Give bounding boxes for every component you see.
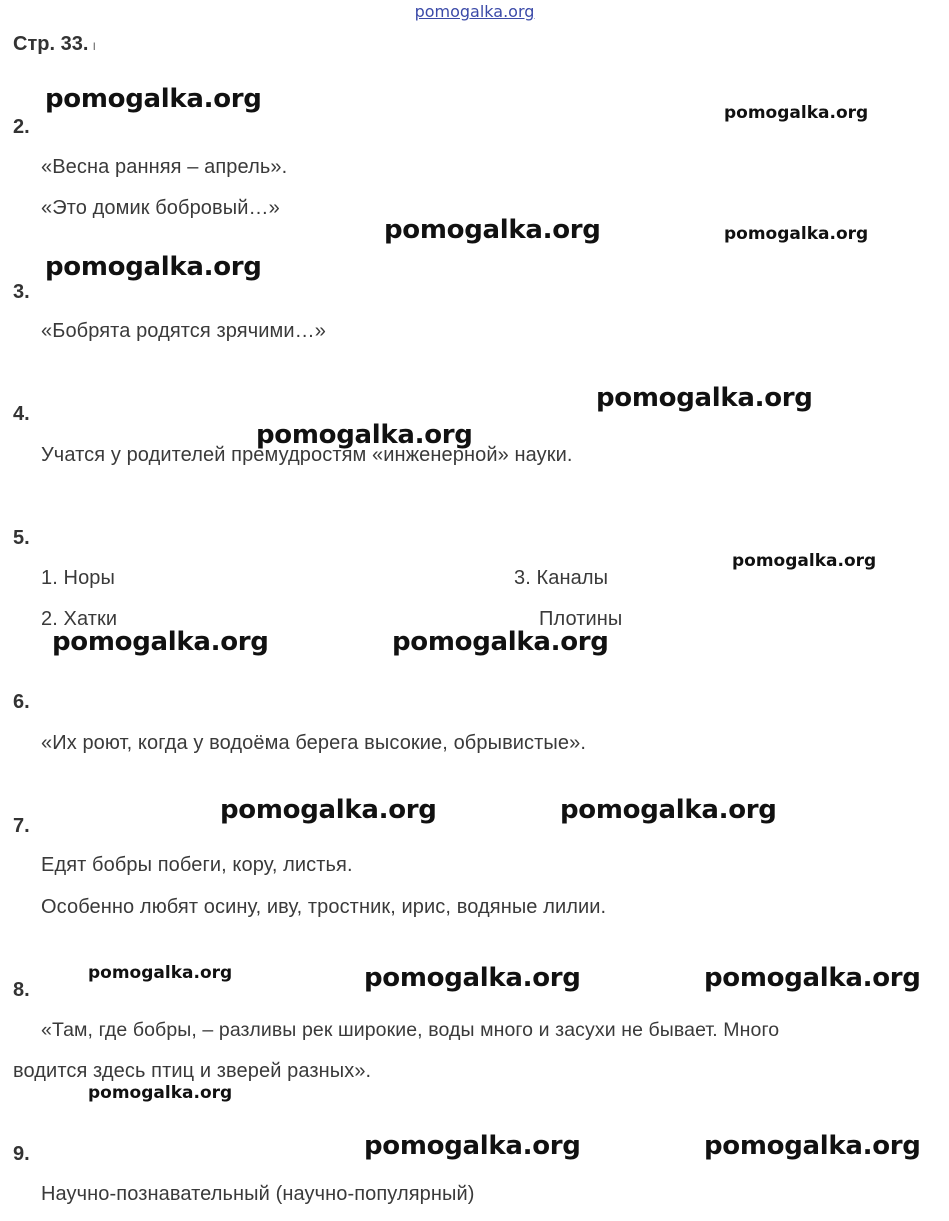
task-number: 7.: [13, 815, 30, 837]
answer-line: «Бобрята родятся зрячими…»: [41, 320, 326, 342]
list-item: Плотины: [539, 608, 623, 630]
task-number: 2.: [13, 116, 30, 138]
answer-line: «Это домик бобровый…»: [41, 197, 280, 219]
answer-line: водится здесь птиц и зверей разных».: [13, 1060, 372, 1082]
task-number: 9.: [13, 1143, 30, 1165]
watermark: pomogalka.org: [724, 224, 869, 244]
watermark: pomogalka.org: [88, 1083, 233, 1103]
watermark: pomogalka.org: [596, 383, 813, 413]
watermark: pomogalka.org: [724, 103, 869, 123]
list-item: 3. Каналы: [514, 567, 609, 589]
page-title-text: Стр. 33.: [13, 33, 89, 55]
watermark: pomogalka.org: [88, 963, 233, 983]
watermark: pomogalka.org: [560, 795, 777, 825]
watermark: pomogalka.org: [392, 627, 609, 657]
watermark: pomogalka.org: [45, 84, 262, 114]
watermark: pomogalka.org: [45, 252, 262, 282]
task-number: 3.: [13, 281, 30, 303]
task-number: 8.: [13, 979, 30, 1001]
task-number: 4.: [13, 403, 30, 425]
answer-line: «Весна ранняя – апрель».: [41, 156, 288, 178]
page-title: [13, 33, 96, 56]
watermark: pomogalka.org: [704, 1131, 921, 1161]
list-item: 1. Норы: [41, 567, 116, 589]
answer-line: Учатся у родителей премудростям «инженерной» науки.: [41, 444, 573, 466]
answer-line: Научно-познавательный (научно-популярный): [41, 1183, 475, 1205]
top-watermark-link[interactable]: pomogalka.org: [414, 2, 535, 21]
task-number: 5.: [13, 527, 30, 549]
watermark: pomogalka.org: [364, 1131, 581, 1161]
watermark: pomogalka.org: [732, 551, 877, 571]
watermark: pomogalka.org: [364, 963, 581, 993]
watermark: pomogalka.org: [256, 420, 473, 450]
watermark: pomogalka.org: [52, 627, 269, 657]
watermark: pomogalka.org: [384, 215, 601, 245]
answer-line: «Их роют, когда у водоёма берега высокие, обрывистые».: [41, 732, 586, 754]
answer-line: Особенно любят осину, иву, тростник, ирис, водяные лилии.: [41, 896, 607, 918]
watermark: pomogalka.org: [704, 963, 921, 993]
watermark: pomogalka.org: [220, 795, 437, 825]
answer-line: «Там, где бобры, – разливы рек широкие, воды много и засухи не бывает. Много: [41, 1019, 780, 1041]
answer-line: Едят бобры побеги, кору, листья.: [41, 854, 353, 876]
list-item: 2. Хатки: [41, 608, 118, 630]
task-number: 6.: [13, 691, 30, 713]
title-mark: ı: [92, 37, 97, 53]
